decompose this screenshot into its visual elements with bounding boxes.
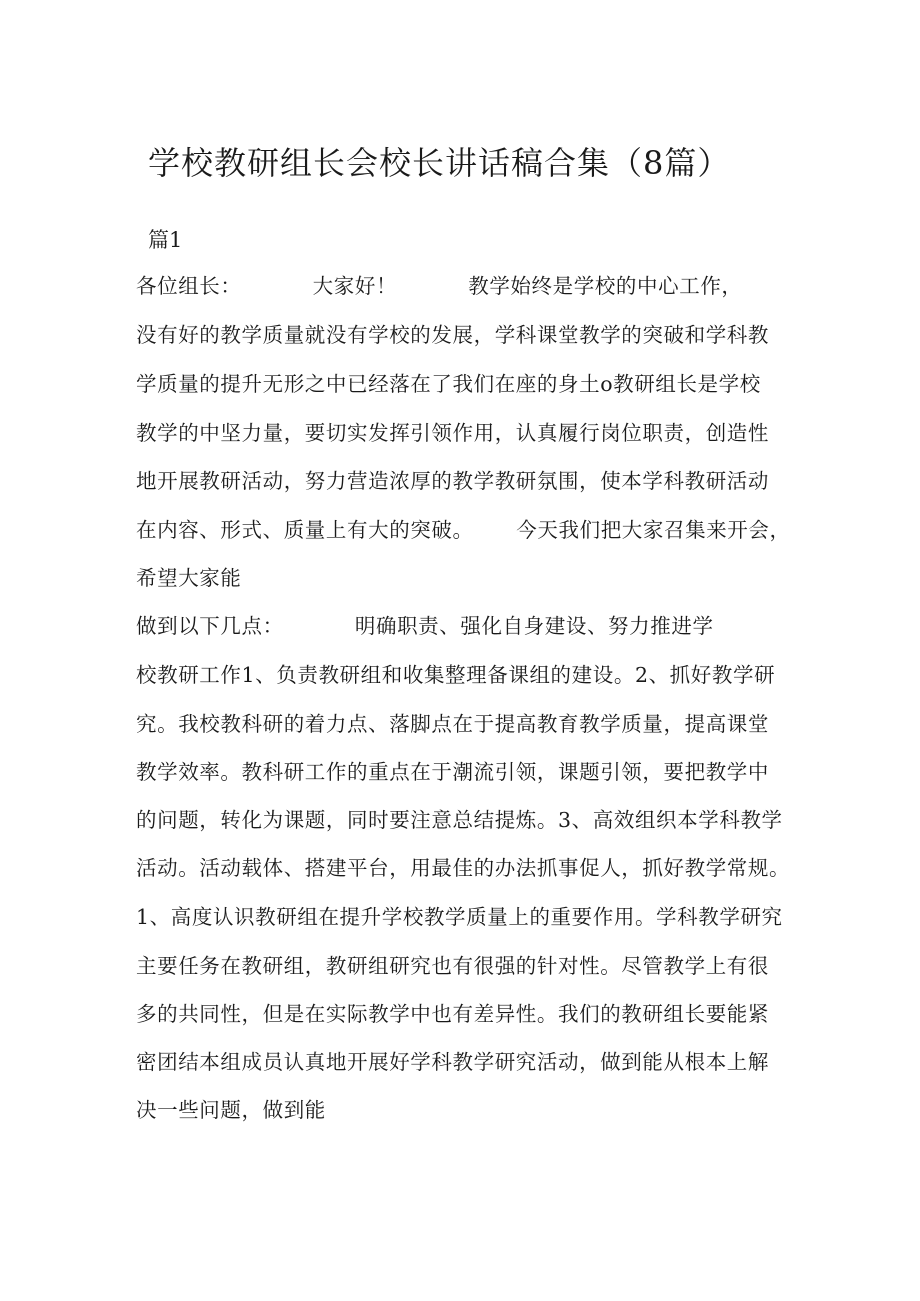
body-line: 在内容、形式、质量上有大的突破。 今天我们把大家召集来开会， bbox=[136, 518, 791, 542]
section-heading: 篇1 bbox=[148, 228, 183, 252]
body-line: 教学的中坚力量，要切实发挥引领作用，认真履行岗位职责，创造性 bbox=[136, 421, 769, 445]
body-line: 学质量的提升无形之中已经落在了我们在座的身土o教研组长是学校 bbox=[136, 372, 761, 396]
body-line: 密团结本组成员认真地开展好学科教学研究活动，做到能从根本上解 bbox=[136, 1050, 769, 1074]
body-line: 活动。活动载体、搭建平台，用最佳的办法抓事促人，抓好教学常规。 bbox=[136, 856, 791, 880]
body-line: 决一些问题，做到能 bbox=[136, 1098, 326, 1122]
body-line: 究。我校教科研的着力点、落脚点在于提高教育教学质量，提高课堂 bbox=[136, 712, 769, 736]
body-line: 教学效率。教科研工作的重点在于潮流引领，课题引领，要把教学中 bbox=[136, 760, 769, 784]
body-line: 校教研工作1、负责教研组和收集整理备课组的建设。2、抓好教学研 bbox=[136, 663, 776, 687]
body-line: 1、高度认识教研组在提升学校教学质量上的重要作用。学科教学研究 bbox=[136, 905, 783, 929]
document-title: 学校教研组长会校长讲话稿合集（8篇） bbox=[148, 144, 731, 182]
body-line: 主要任务在教研组，教研组研究也有很强的针对性。尽管教学上有很 bbox=[136, 954, 769, 978]
body-line: 希望大家能 bbox=[136, 566, 242, 590]
body-line: 地开展教研活动，努力营造浓厚的教学教研氛围，使本学科教研活动 bbox=[136, 469, 769, 493]
body-line: 多的共同性，但是在实际教学中也有差异性。我们的教研组长要能紧 bbox=[136, 1002, 769, 1026]
body-line: 的问题，转化为课题，同时要注意总结提炼。3、高效组织本学科教学 bbox=[136, 808, 783, 832]
body-line: 没有好的教学质量就没有学校的发展，学科课堂教学的突破和学科教 bbox=[136, 323, 769, 347]
body-line: 做到以下几点： 明确职责、强化自身建设、努力推进学 bbox=[136, 614, 714, 638]
body-line: 各位组长： 大家好！ 教学始终是学校的中心工作， bbox=[136, 274, 743, 298]
